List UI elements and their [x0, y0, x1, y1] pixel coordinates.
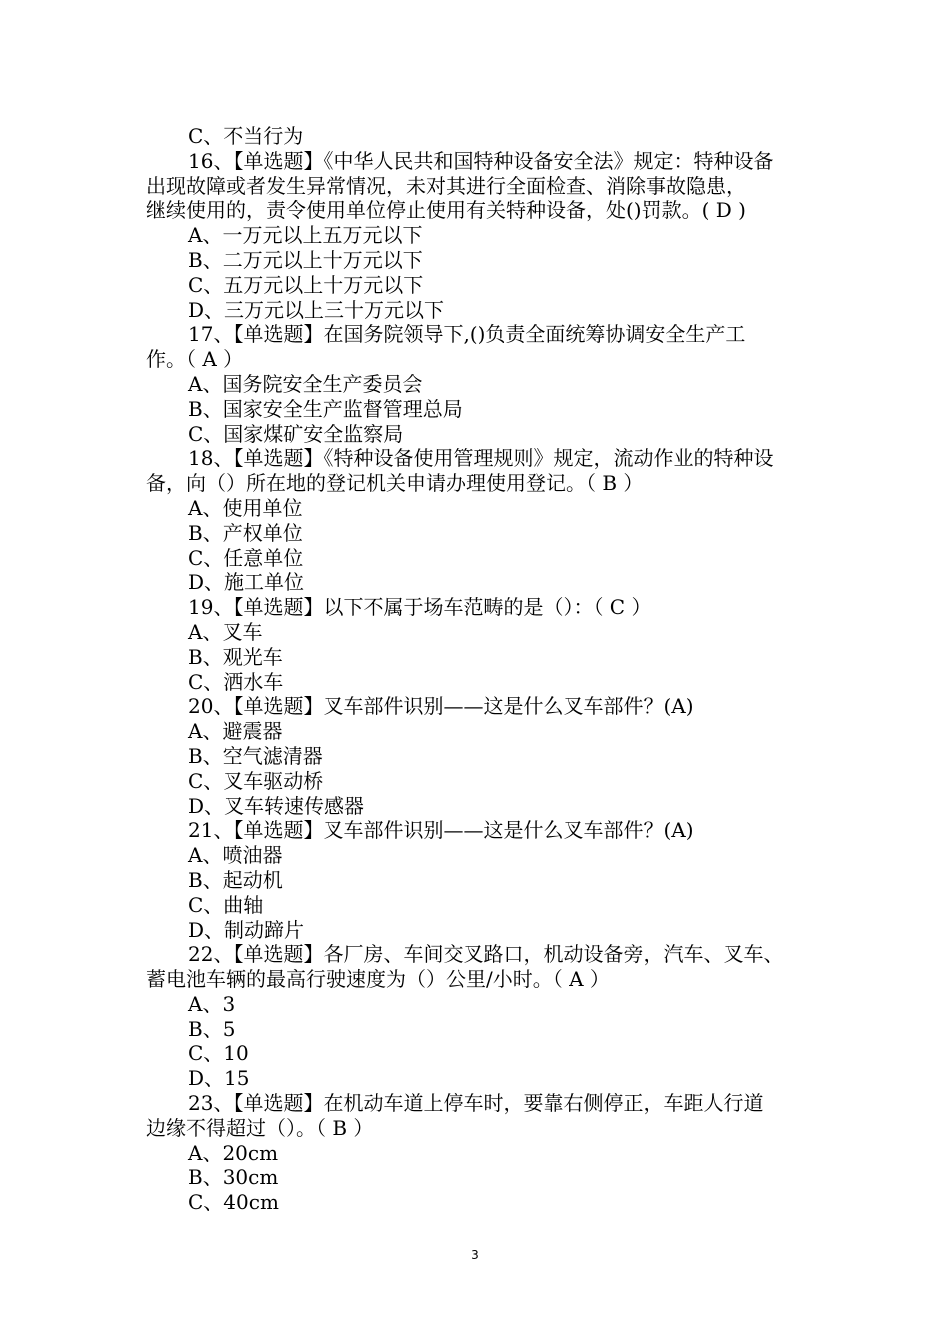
page-body — [146, 124, 810, 1215]
text-line: C、任意单位 — [188, 545, 304, 570]
text-line: D、制动蹄片 — [188, 917, 305, 942]
text-line: A、避震器 — [188, 719, 283, 744]
text-line: B、起动机 — [188, 867, 283, 892]
text-line: B、观光车 — [188, 644, 283, 669]
text-line: D、15 — [188, 1066, 250, 1091]
text-line: C、国家煤矿安全监察局 — [188, 421, 404, 446]
text-line: A、使用单位 — [188, 495, 303, 520]
text-line: 23、【单选题】在机动车道上停车时，要靠右侧停正，车距人行道 — [188, 1091, 764, 1116]
text-line: C、40cm — [188, 1190, 279, 1215]
text-line: B、空气滤清器 — [188, 743, 323, 768]
text-line: 作。（ A ） — [146, 347, 244, 372]
text-line: 继续使用的，责令使用单位停止使用有关特种设备，处()罚款。( D ) — [146, 198, 746, 223]
text-line: 出现故障或者发生异常情况，未对其进行全面检查、消除事故隐患， — [146, 173, 746, 198]
text-line: C、洒水车 — [188, 669, 284, 694]
text-line: 边缘不得超过（）。（ B ） — [146, 1115, 374, 1140]
text-line: 17、【单选题】在国务院领导下,()负责全面统筹协调安全生产工 — [188, 322, 746, 347]
text-line: B、二万元以上十万元以下 — [188, 247, 423, 272]
text-line: B、5 — [188, 1016, 236, 1041]
text-line: B、国家安全生产监督管理总局 — [188, 396, 463, 421]
text-line: C、10 — [188, 1041, 249, 1066]
text-line: 蓄电池车辆的最高行驶速度为（）公里/小时。（ A ） — [146, 967, 610, 992]
text-line: C、五万元以上十万元以下 — [188, 272, 424, 297]
text-line: 21、【单选题】叉车部件识别——这是什么叉车部件？(A) — [188, 818, 694, 843]
text-line: 20、【单选题】叉车部件识别——这是什么叉车部件？(A) — [188, 694, 694, 719]
text-line: 备，向（）所在地的登记机关申请办理使用登记。（ B ） — [146, 471, 644, 496]
page-number: 3 — [471, 1248, 479, 1262]
text-line: C、曲轴 — [188, 892, 264, 917]
text-line: A、20cm — [188, 1140, 279, 1165]
text-line: C、叉车驱动桥 — [188, 768, 324, 793]
text-line: D、三万元以上三十万元以下 — [188, 297, 445, 322]
text-line: A、一万元以上五万元以下 — [188, 223, 423, 248]
text-line: D、施工单位 — [188, 570, 305, 595]
text-line: A、叉车 — [188, 619, 263, 644]
text-line: D、叉车转速传感器 — [188, 793, 365, 818]
text-line: 18、【单选题】《特种设备使用管理规则》规定，流动作业的特种设 — [188, 446, 774, 471]
text-line: 19、【单选题】以下不属于场车范畴的是（）：（ C ） — [188, 595, 652, 620]
text-line: 22、【单选题】各厂房、车间交叉路口，机动设备旁，汽车、叉车、 — [188, 942, 784, 967]
text-line: A、喷油器 — [188, 843, 283, 868]
text-line: B、30cm — [188, 1165, 279, 1190]
text-line: C、不当行为 — [188, 124, 304, 148]
text-line: 16、【单选题】《中华人民共和国特种设备安全法》规定：特种设备 — [188, 148, 774, 173]
text-line: A、3 — [188, 991, 236, 1016]
text-line: A、国务院安全生产委员会 — [188, 371, 423, 396]
text-line: B、产权单位 — [188, 520, 303, 545]
